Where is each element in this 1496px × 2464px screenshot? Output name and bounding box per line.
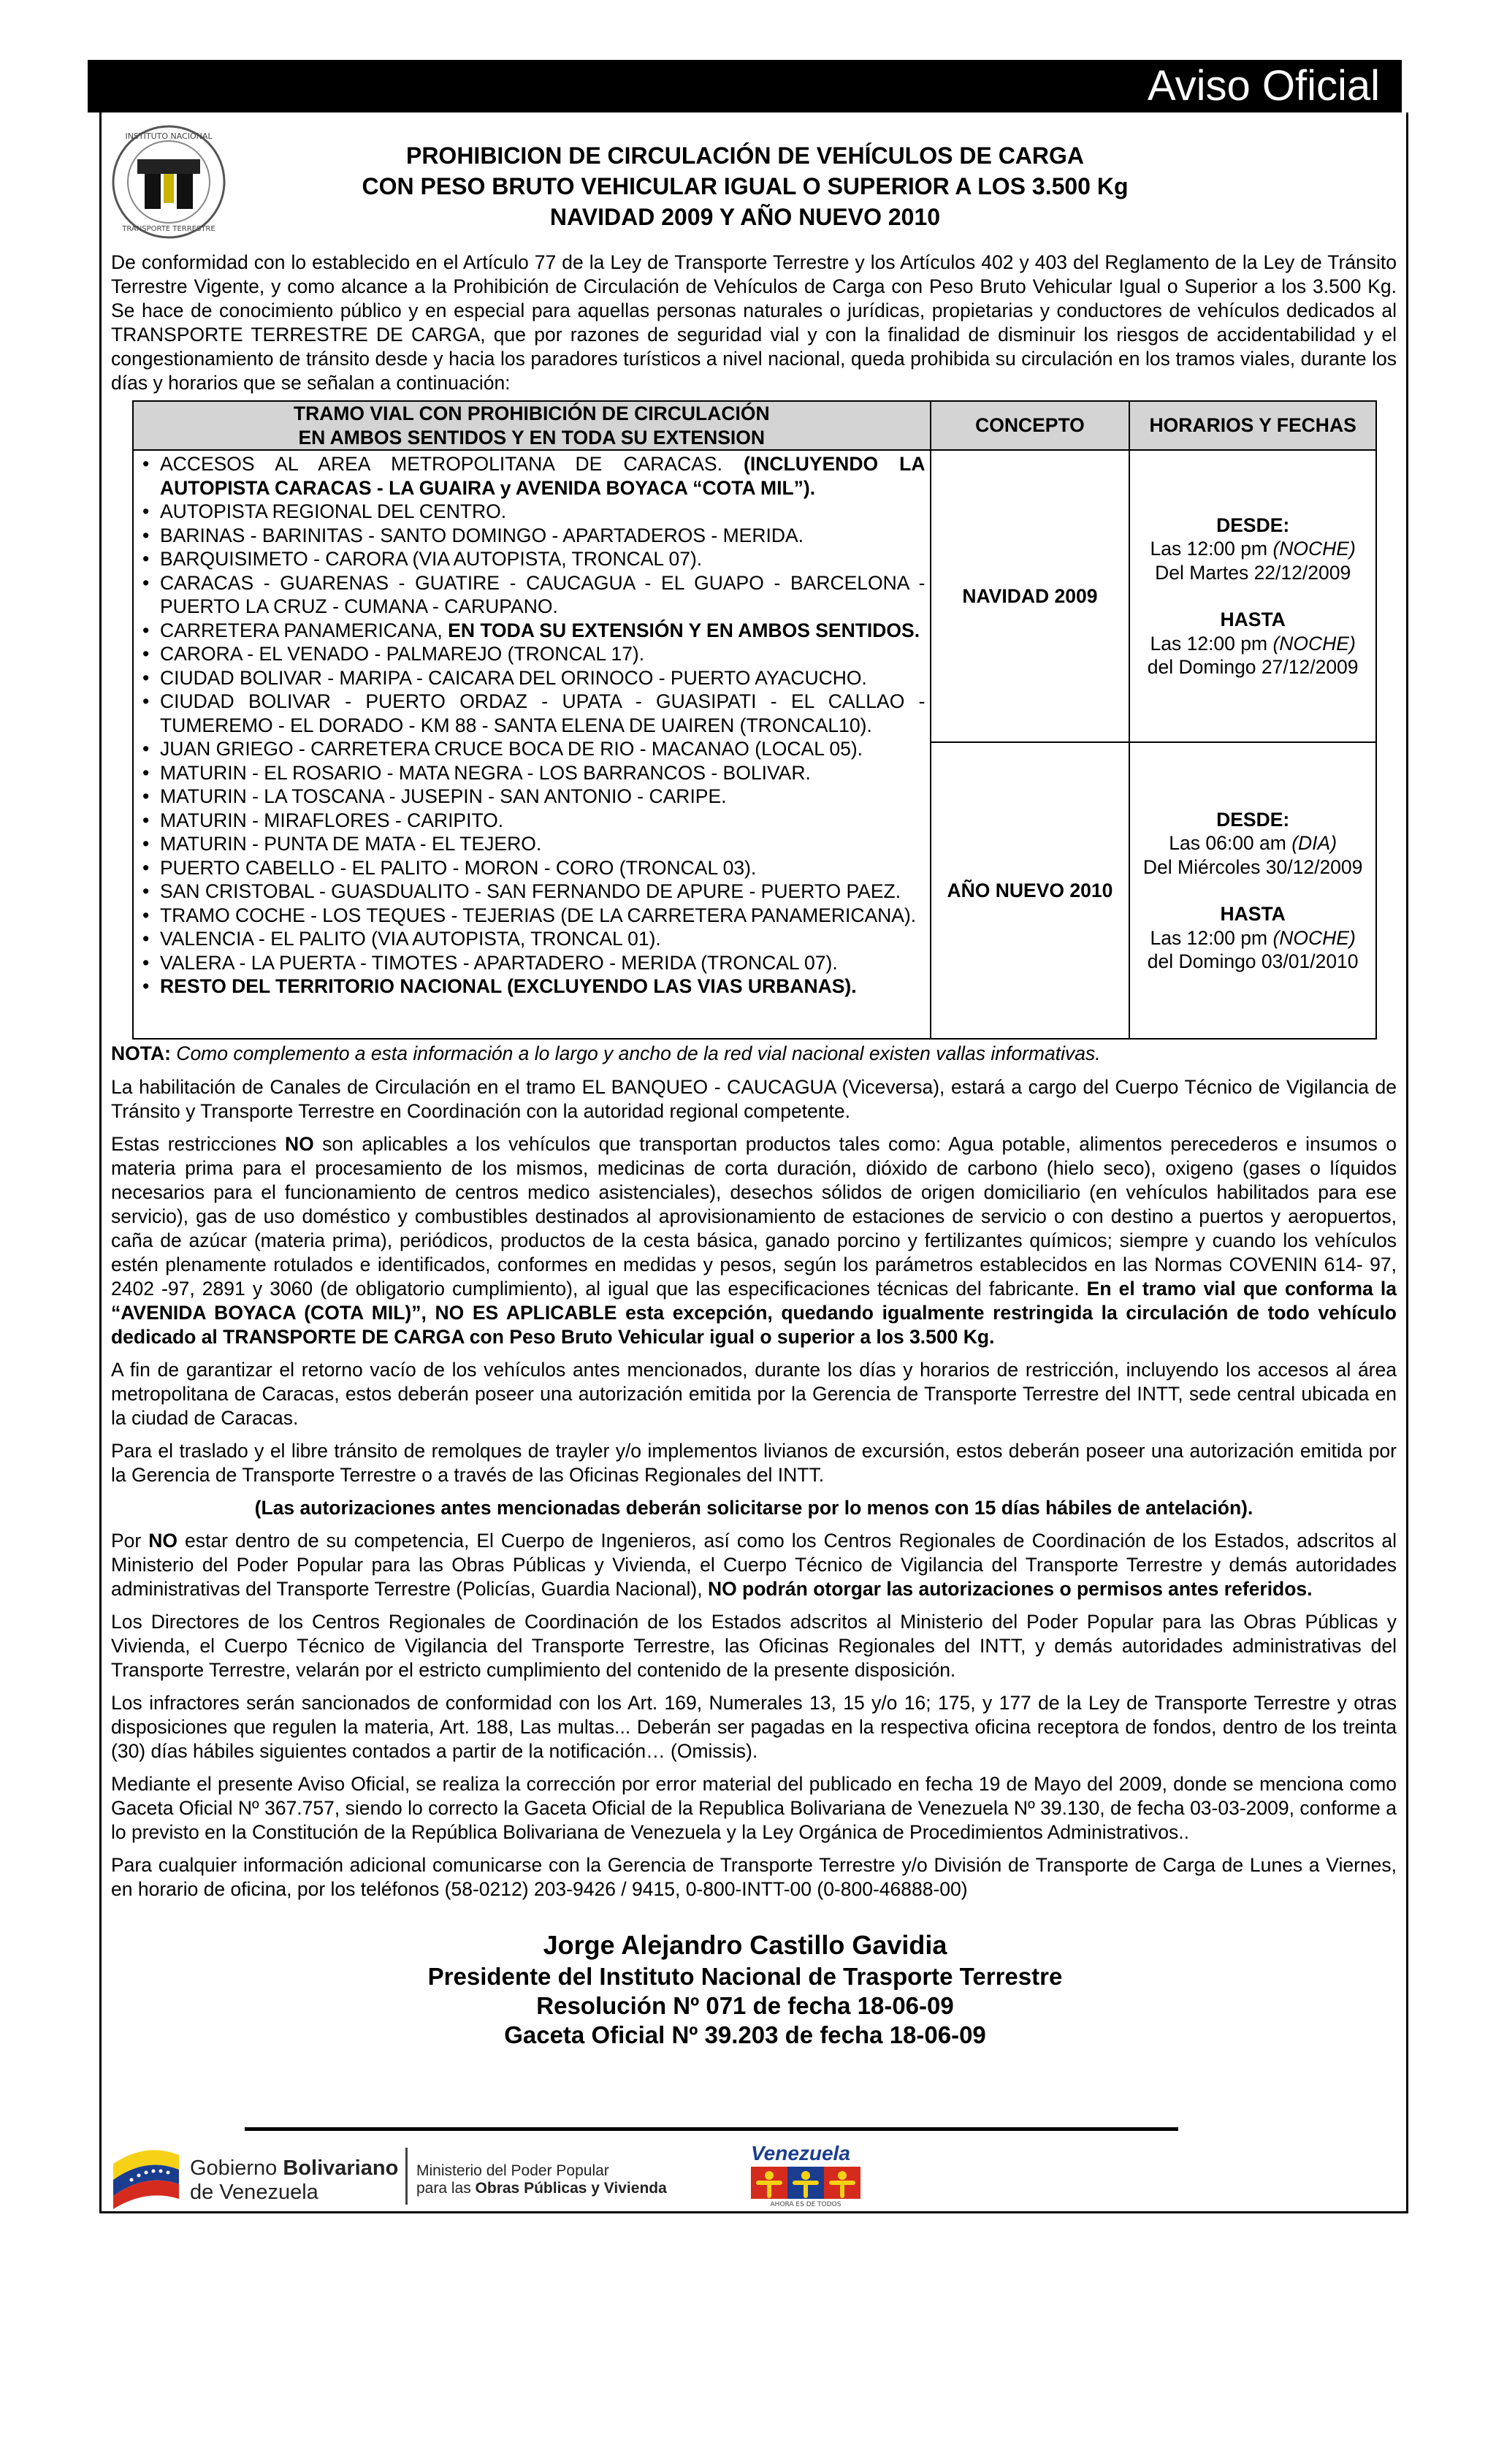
route-item	[138, 832, 926, 856]
nota-text: Como complemento a esta información a lo largo y ancho de la red vial nacional existen vallas informativas.	[170, 1042, 1101, 1064]
p6-bold: NO podrán otorgar las autorizaciones o permisos antes referidos.	[707, 1578, 1313, 1600]
concepto-navidad: NAVIDAD 2009	[931, 450, 1130, 742]
signature-block	[234, 1929, 1256, 2050]
horario-navidad	[1129, 450, 1376, 742]
footer-logos	[110, 2142, 986, 2209]
table-row-navidad	[133, 450, 1376, 742]
gob-line1-b: Bolivariano	[283, 2156, 399, 2180]
route-item	[138, 856, 926, 880]
concepto-anonuevo: AÑO NUEVO 2010	[931, 742, 1130, 1039]
paragraph-retorno: A fin de garantizar el retorno vacío de los vehículos antes mencionados, durante los días y horarios de restricción, incluyendo los accesos al área metropolitana de Caracas, estos deberán poseer una autorización emitida por la Gerencia de Transporte Terrestre del INTT, sede central ubicada en la ciudad de Caracas.	[111, 1359, 1397, 1429]
restriction-table	[132, 400, 1377, 1040]
navidad-desde-hora-note: (NOCHE)	[1272, 538, 1356, 560]
route-text: SAN CRISTOBAL - GUASDUALITO - SAN FERNANDO DE APURE - PUERTO PAEZ.	[160, 880, 901, 902]
route-item	[138, 500, 926, 524]
route-text: JUAN GRIEGO - CARRETERA CRUCE BOCA DE RIO - MACANAO (LOCAL 05).	[160, 738, 863, 760]
route-text: AUTOPISTA REGIONAL DEL CENTRO.	[160, 500, 507, 522]
anonuevo-desde-fecha: Del Miércoles 30/12/2009	[1142, 855, 1363, 878]
route-item	[138, 737, 926, 761]
horario-anonuevo	[1129, 742, 1376, 1039]
route-item	[138, 571, 926, 619]
title-line-2: CON PESO BRUTO VEHICULAR IGUAL O SUPERIOR A LOS 3.500 Kg	[362, 173, 1129, 199]
intro-text: De conformidad con lo establecido en el Artículo 77 de la Ley de Transporte Terrestre y los Artículos 402 y 403 del Reglamento de la Ley de Tránsito Terrestre Vigente, y como alcance a la Prohibición de Circulación de Vehículos de Carga con Peso Bruto Vehicular Igual o Superior a los 3.500 Kg. Se hace de conocimiento público y en especial para aquellas personas naturales o jurídicas, propietarias y conductores de vehículos dedicados al TRANSPORTE TERRESTRE DE CARGA, que por razones de seguridad vial y con la finalidad de disminuir los riesgos de accidentabilidad y el congestionamiento de tránsito desde y hacia los paradores turísticos a nivel nacional, queda prohibida su circulación en los tramos viales, durante los días y horarios que se señalan a continuación:	[111, 251, 1397, 394]
anonuevo-desde-label: DESDE:	[1216, 808, 1290, 831]
route-text: MATURIN - PUNTA DE MATA - EL TEJERO.	[160, 833, 542, 855]
navidad-hasta-hora-note: (NOCHE)	[1272, 632, 1356, 655]
route-text: BARQUISIMETO - CARORA (VIA AUTOPISTA, TRONCAL 07).	[160, 548, 703, 570]
p2-no: NO	[284, 1133, 314, 1155]
paragraph-infractores: Los infractores serán sancionados de conformidad con los Art. 169, Numerales 13, 15 y/o 16; 175, y 177 de la Ley de Transporte Terrestre y otras disposiciones que regulen la materia, Art. 188, Las multas... Deberán ser pagadas en la respectiva oficina receptora de fondos, dentro de los treinta (30) días hábiles siguientes contados a partir de la notificación… (Omissis).	[111, 1692, 1397, 1762]
document-title	[234, 140, 1256, 232]
anonuevo-hasta-fecha: del Domingo 03/01/2010	[1147, 950, 1359, 972]
route-text: ACCESOS AL AREA METROPOLITANA DE CARACAS.	[160, 453, 744, 475]
title-line-3: NAVIDAD 2009 Y AÑO NUEVO 2010	[549, 204, 941, 230]
route-text-bold: RESTO DEL TERRITORIO NACIONAL (EXCLUYENDO LAS VIAS URBANAS).	[160, 975, 857, 997]
gob-line1-a: Gobierno	[190, 2156, 283, 2180]
route-text: TRAMO COCHE - LOS TEQUES - TEJERIAS (DE LA CARRETERA PANAMERICANA).	[160, 904, 917, 926]
route-item	[138, 951, 926, 975]
footer-divider	[405, 2148, 408, 2205]
navidad-hasta-hora	[1134, 632, 1371, 656]
anonuevo-desde-hora-text: Las 06:00 am	[1169, 832, 1292, 854]
route-item	[138, 809, 926, 833]
anonuevo-hasta-hora-note: (NOCHE)	[1272, 926, 1356, 949]
venezuela-flag-icon	[110, 2142, 183, 2209]
p6-no: NO	[148, 1530, 178, 1552]
navidad-hasta-hora-text: Las 12:00 pm	[1150, 632, 1273, 655]
signer-resolucion: Resolución Nº 071 de fecha 18-06-09	[536, 1992, 954, 2019]
paragraph-directores: Los Directores de los Centros Regionales de Coordinación de los Estados adscritos al Ministerio del Poder Popular para las Obras Públicas y Vivienda, el Cuerpo Técnico de Vigilancia del Transporte Terrestre, las Oficinas Regionales del INTT, y demás autoridades administrativas del Transporte Terrestre, velarán por el estricto cumplimiento del contenido de la presente disposición.	[111, 1611, 1397, 1681]
route-text: CIUDAD BOLIVAR - PUERTO ORDAZ - UPATA - GUASIPATI - EL CALLAO - TUMEREMO - EL DORADO - KM 88 - SANTA ELENA DE UAIREN (TRONCAL10).	[160, 690, 926, 736]
route-text: CARRETERA PANAMERICANA,	[160, 619, 449, 641]
route-item	[138, 642, 926, 666]
route-text: VALERA - LA PUERTA - TIMOTES - APARTADERO - MERIDA (TRONCAL 07).	[160, 951, 838, 974]
paragraph-canales: La habilitación de Canales de Circulación en el tramo EL BANQUEO - CAUCAGUA (Viceversa), estará a cargo del Cuerpo Técnico de Vigilancia de Tránsito y Transporte Terrestre en Coordinación con la autoridad regional competente.	[111, 1076, 1397, 1122]
signature-rule	[245, 2127, 1178, 2131]
svg-text:TRANSPORTE TERRESTRE: TRANSPORTE TERRESTRE	[122, 225, 215, 233]
route-text-bold: (INCLUYENDO LA AUTOPISTA CARACAS - LA GUAIRA y AVENIDA BOYACA “COTA MIL”).	[160, 453, 926, 499]
signer-role: Presidente del Instituto Nacional de Trasporte Terrestre	[427, 1963, 1063, 1990]
routes-list	[138, 452, 926, 999]
paragraph-competencia	[111, 1529, 1397, 1601]
route-item	[138, 619, 926, 643]
header-tramo	[133, 401, 931, 450]
route-text: PUERTO CABELLO - EL PALITO - MORON - CORO (TRONCAL 03).	[160, 856, 757, 879]
route-item	[138, 761, 926, 785]
route-text: MATURIN - MIRAFLORES - CARIPITO.	[160, 809, 504, 831]
anonuevo-hasta-hora-text: Las 12:00 pm	[1150, 926, 1273, 949]
paragraph-contacto: Para cualquier información adicional comunicarse con la Gerencia de Transporte Terrestre y/o División de Transporte de Carga de Lunes a Viernes, en horario de oficina, por los teléfonos (58-0212) 203-9426 / 9415, 0-800-INTT-00 (0-800-46888-00)	[111, 1854, 1397, 1900]
nota	[111, 1042, 1101, 1066]
navidad-desde-label: DESDE:	[1216, 514, 1290, 536]
signer-name: Jorge Alejandro Castillo Gavidia	[543, 1930, 947, 1960]
routes-cell	[133, 450, 931, 1039]
header-tramo-line-1: TRAMO VIAL CON PROHIBICIÓN DE CIRCULACIÓN	[293, 403, 770, 424]
anonuevo-desde-hora-note: (DIA)	[1291, 832, 1337, 854]
intro-paragraph	[111, 251, 1397, 404]
route-item	[138, 927, 926, 951]
navidad-desde-fecha: Del Martes 22/12/2009	[1155, 561, 1351, 584]
header-tramo-line-2: EN AMBOS SENTIDOS Y EN TODA SU EXTENSION	[298, 426, 766, 449]
title-line-1: PROHIBICION DE CIRCULACIÓN DE VEHÍCULOS DE CARGA	[405, 142, 1085, 169]
min-line2-a: para las	[416, 2180, 476, 2197]
navidad-desde-hora-text: Las 12:00 pm	[1150, 538, 1273, 560]
paragraph-correccion: Mediante el presente Aviso Oficial, se realiza la corrección por error material del publicado en fecha 19 de Mayo del 2009, donde se menciona como Gaceta Oficial Nº 367.757, siendo lo correcto la Gaceta Oficial de la Republica Bolivariana de Venezuela Nº 39.130, de fecha 03-03-2009, conforme a lo previsto en la Constitución de la República Bolivariana de Venezuela y la Ley Orgánica de Procedimientos Administrativos..	[111, 1773, 1397, 1843]
p2-bold: En el tramo vial que conforma la “AVENIDA BOYACA (COTA MIL)”, NO ES APLICABLE esta excepción, quedando igualmente restringida la circulación de todo vehículo dedicado al TRANSPORTE DE CARGA con Peso Bruto Vehicular igual o superior a los 3.500 Kg.	[111, 1278, 1397, 1348]
gob-line2: de Venezuela	[190, 2181, 318, 2204]
p6-text-b: estar dentro de su competencia, El Cuerpo de Ingenieros, así como los Centros Regionales de Coordinación de los Estados, adscritos al Ministerio del Poder Popular para las Obras Públicas y Vivienda, el Cuerpo Técnico de Vigilancia del Transporte Terrestre y demás autoridades administrativas del Transporte Terrestre (Policías, Guardia Nacional),	[111, 1530, 1397, 1600]
route-item	[138, 547, 926, 571]
gobierno-bolivariano-text	[190, 2156, 398, 2205]
route-text: BARINAS - BARINITAS - SANTO DOMINGO - APARTADEROS - MERIDA.	[160, 524, 804, 546]
venezuela-slogan: AHORA ES DE TODOS	[770, 2201, 842, 2208]
paragraph-traslado: Para el traslado y el libre tránsito de remolques de trayler y/o implementos livianos de excursión, estos deberán poseer una autorización emitida por la Gerencia de Transporte Terrestre o a través de las Oficinas Regionales del INTT.	[111, 1440, 1397, 1486]
route-text: MATURIN - LA TOSCANA - JUSEPIN - SAN ANTONIO - CARIPE.	[160, 785, 727, 807]
route-text-bold: EN TODA SU EXTENSIÓN Y EN AMBOS SENTIDOS.	[448, 619, 920, 641]
p6-text-a: Por	[111, 1530, 149, 1552]
min-line1: Ministerio del Poder Popular	[416, 2162, 609, 2179]
paragraph-autorizaciones: (Las autorizaciones antes mencionadas deberán solicitarse por lo menos con 15 días hábiles de antelación).	[254, 1497, 1253, 1519]
signer-gaceta: Gaceta Oficial Nº 39.203 de fecha 18-06-09	[504, 2021, 986, 2048]
route-text: MATURIN - EL ROSARIO - MATA NEGRA - LOS BARRANCOS - BOLIVAR.	[160, 761, 811, 784]
route-item	[138, 452, 926, 500]
route-item	[138, 666, 926, 690]
route-text: VALENCIA - EL PALITO (VIA AUTOPISTA, TRONCAL 01).	[160, 928, 661, 950]
header-horarios: HORARIOS Y FECHAS	[1129, 401, 1376, 450]
intt-seal-logo	[110, 123, 228, 241]
table-header-row	[133, 401, 1376, 450]
route-item	[138, 524, 926, 548]
route-item	[138, 904, 926, 928]
paragraph-excepciones	[111, 1132, 1397, 1349]
min-line2-b: Obras Públicas y Vivienda	[475, 2180, 667, 2197]
route-item	[138, 690, 926, 737]
nota-label: NOTA:	[111, 1042, 171, 1064]
ministerio-text	[416, 2162, 667, 2197]
anonuevo-desde-hora	[1134, 831, 1371, 855]
route-item	[138, 785, 926, 809]
body-paragraphs	[111, 1075, 1397, 1910]
p2-text-a: Estas restricciones	[111, 1133, 285, 1155]
p2-text-b: son aplicables a los vehículos que transportan productos tales como: Agua potable, alimentos perecederos e insumos o materia prima para el procesamiento de los mismos, medicinas de corta duración, dióxido de carbono (hielo seco), oxigeno (gases o líquidos necesarios para el funcionamiento de centros medico asistenciales), desechos sólidos de origen domiciliario (en vehículos habilitados para ese servicio), gas de uso doméstico y combustibles destinados al aprovisionamiento de estaciones de servicio o con destino a puertos y aeropuertos, caña de azúcar (materia prima), periódicos, productos de la cesta básica, ganado porcino y fertilizantes químicos; siempre y cuando los vehículos estén plenamente rotulados e identificados, conformes en medidas y pesos, según los parámetros establecidos en las Normas COVENIN 614- 97, 2402 -97, 2891 y 3060 (de obligatorio cumplimiento), al igual que las especificaciones técnicas del fabricante.	[111, 1133, 1397, 1300]
route-text: CIUDAD BOLIVAR - MARIPA - CAICARA DEL ORINOCO - PUERTO AYACUCHO.	[160, 666, 867, 689]
header-title: Aviso Oficial	[1147, 62, 1380, 110]
navidad-desde-hora	[1134, 537, 1371, 561]
route-text: CARACAS - GUARENAS - GUATIRE - CAUCAGUA - EL GUAPO - BARCELONA - PUERTO LA CRUZ - CUMANA - CARUPANO.	[160, 571, 926, 617]
anonuevo-hasta-label: HASTA	[1220, 903, 1286, 925]
header-concepto: CONCEPTO	[931, 401, 1130, 450]
venezuela-wordmark: Venezuela	[751, 2142, 850, 2164]
navidad-hasta-fecha: del Domingo 27/12/2009	[1147, 656, 1359, 678]
route-item	[138, 880, 926, 904]
route-item	[138, 974, 926, 999]
anonuevo-hasta-hora	[1134, 926, 1371, 950]
navidad-hasta-label: HASTA	[1220, 609, 1286, 630]
svg-text:INSTITUTO NACIONAL: INSTITUTO NACIONAL	[125, 131, 213, 141]
header-bar	[88, 60, 1402, 112]
route-text: CARORA - EL VENADO - PALMAREJO (TRONCAL 17).	[160, 643, 645, 665]
venezuela-people-logo-icon	[751, 2167, 860, 2208]
